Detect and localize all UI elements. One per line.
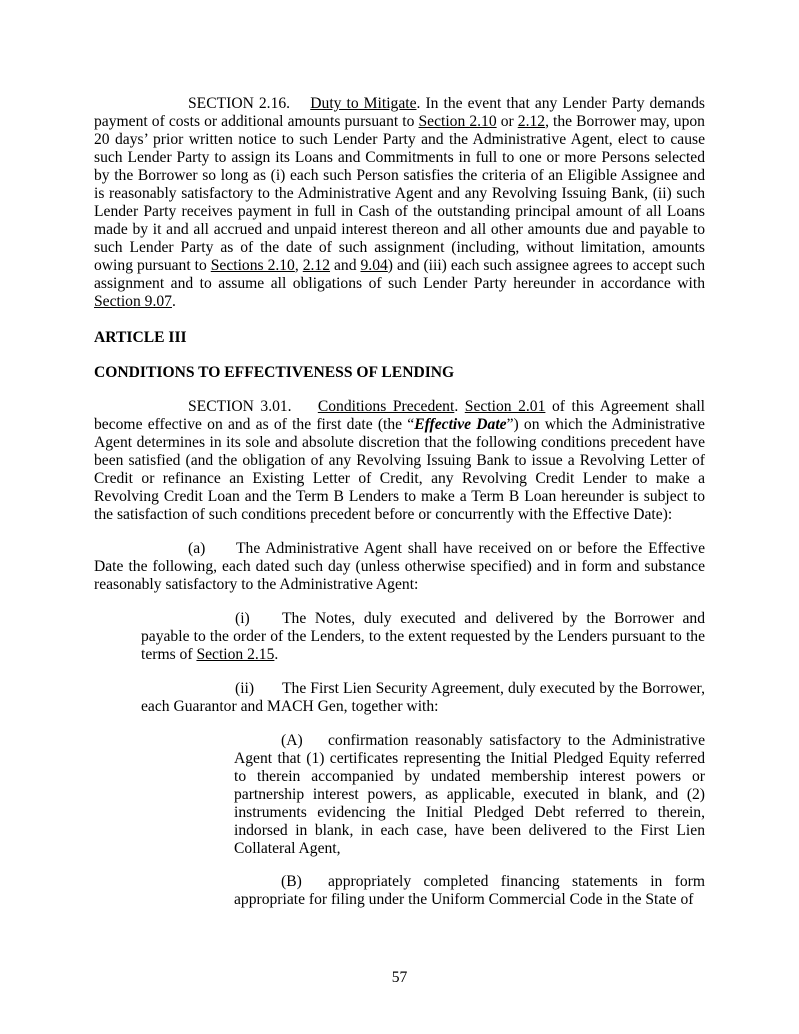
paragraph-ii: (ii) The First Lien Security Agreement, duly executed by the Borrower, each Guarantor and MACH Gen, together with: [141, 680, 705, 715]
paragraph-B-label: (B) [281, 873, 302, 890]
section-2-16-number: SECTION 2.16. [188, 95, 291, 112]
ref-sections-2-10: Sections 2.10 [210, 257, 295, 274]
section-3-01-number: SECTION 3.01. [188, 398, 292, 415]
section-2-16-paragraph: SECTION 2.16. Duty to Mitigate. In the event that any Lender Party demands payment of costs or additional amounts pursuant to Section 2.10 or 2.12, the Borrower may, upon 20 days’ prior written notice to such Lender Party and the Administrative Agent, elect to cause such Lender Party to assign its Loans and Commitments in full to one or more Persons selected by the Borrower so long as (i) each such Person satisfies the criteria of an Eligible Assignee and is reasonably satisfactory to the Administrative Agent and any Revolving Issuing Bank, (ii) such Lender Party receives payment in full in Cash of the outstanding principal amount of all Loans made by it and all accrued and unpaid interest thereon and all other amounts due and payable to such Lender Party as of the date of such assignment (including, without limitation, amounts owing pursuant to Sections 2.10, 2.12 and 9.04) and (iii) each such assignee agrees to accept such assignment and to assume all obligations of such Lender Party hereunder in accordance with Section 9.07. [94, 95, 705, 310]
ref-section-2-15: Section 2.15 [196, 646, 275, 663]
paragraph-B: (B) appropriately completed financing statements in form appropriate for filing under the Uniform Commercial Code in the State of [234, 873, 705, 908]
ref-section-2-12: 2.12 [517, 113, 546, 130]
ref-9-04: 9.04 [360, 257, 388, 274]
paragraph-A: (A) confirmation reasonably satisfactory to the Administrative Agent that (1) certificates representing the Initial Pledged Equity referred to therein accompanied by undated membership interest powers or partnership interest powers, as applicable, executed in blank, and (2) instruments evidencing the Initial Pledged Debt referred to therein, indorsed in blank, in each case, have been delivered to the First Lien Collateral Agent, [234, 732, 705, 857]
paragraph-ii-label: (ii) [235, 680, 255, 697]
paragraph-A-label: (A) [281, 732, 303, 749]
paragraph-a: (a) The Administrative Agent shall have received on or before the Effective Date the following, each dated such day (unless otherwise specified) and in form and substance reasonably satisfactory to the Administrative Agent: [94, 540, 705, 593]
ref-section-2-10: Section 2.10 [418, 113, 497, 130]
article-title: CONDITIONS TO EFFECTIVENESS OF LENDING [94, 364, 455, 381]
paragraph-i-label: (i) [235, 610, 250, 627]
ref-section-9-07: Section 9.07 [94, 293, 172, 310]
section-2-16-title: Duty to Mitigate [310, 95, 417, 112]
ref-2-12: 2.12 [302, 257, 331, 274]
section-3-01-title: Conditions Precedent [317, 398, 455, 415]
article-heading: ARTICLE III [94, 329, 187, 346]
page-number: 57 [391, 969, 408, 986]
section-3-01-paragraph: SECTION 3.01. Conditions Precedent. Section 2.01 of this Agreement shall become effective on and as of the first date (the “Effective Date”) on which the Administrative Agent determines in its sole and absolute discretion that the following conditions precedent have been satisfied (and the obligation of any Revolving Issuing Bank to issue a Revolving Letter of Credit or refinance an Existing Letter of Credit, any Revolving Credit Lender to make a Revolving Credit Loan and the Term B Lenders to make a Term B Loan hereunder is subject to the satisfaction of such conditions precedent before or concurrently with the Effective Date): [94, 398, 706, 523]
defined-term-effective-date: Effective Date [414, 416, 507, 433]
paragraph-a-label: (a) [188, 540, 206, 557]
paragraph-i: (i) The Notes, duly executed and delivered by the Borrower and payable to the order of the Lenders, to the extent requested by the Lenders pursuant to the terms of Section 2.15. [141, 610, 705, 663]
ref-section-2-01: Section 2.01 [464, 398, 546, 415]
